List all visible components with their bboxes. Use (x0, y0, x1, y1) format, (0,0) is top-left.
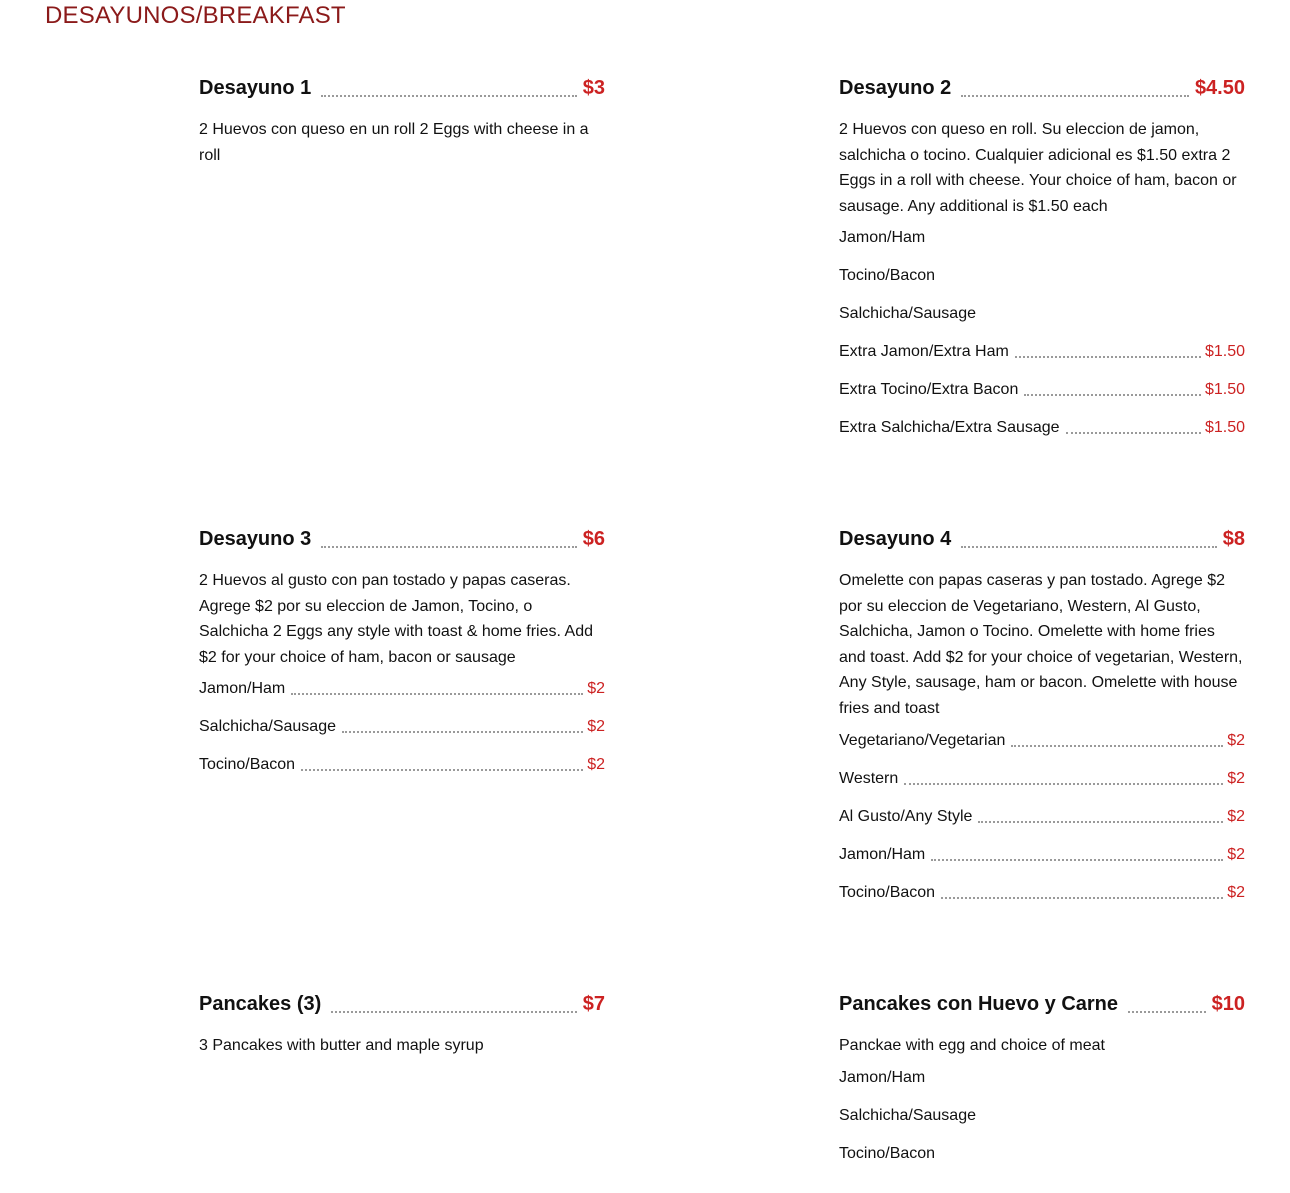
option-name: Extra Jamon/Extra Ham (839, 343, 1009, 361)
item-name: Desayuno 1 (199, 77, 312, 99)
options-list (839, 1069, 1245, 1183)
menu-item (199, 528, 605, 794)
item-description: Panckae with egg and choice of meat (839, 1037, 1105, 1054)
item-name: Desayuno 2 (839, 77, 952, 99)
item-description: 3 Pancakes with butter and maple syrup (199, 1037, 484, 1054)
menu-item (839, 77, 1245, 457)
option-vegetarian[interactable] (839, 732, 1245, 770)
option-tocino-bacon[interactable] (199, 756, 605, 794)
option-price: $2 (587, 680, 605, 698)
item-price: $4.50 (1194, 77, 1245, 99)
item-price: $7 (582, 993, 605, 1015)
section-title: DESAYUNOS/BREAKFAST (45, 2, 346, 29)
option-price: $1.50 (1204, 343, 1245, 361)
item-description: Omelette con papas caseras y pan tostado. Agrege $2 por su eleccion de Vegetariano, Western, Al Gusto, Salchicha, Jamon o Tocino. Omelette with home fries and toast. Add $2 for your choice of vegetarian, Western, Any Style, sausage, ham or bacon. Omelette with house fries and toast (839, 572, 1243, 717)
item-description: 2 Huevos al gusto con pan tostado y papas caseras. Agrege $2 por su eleccion de Jamon, Tocino, o Salchicha 2 Eggs any style with toast & home fries. Add $2 for your choice of ham, bacon or sausage (199, 572, 593, 666)
option-name: Extra Tocino/Extra Bacon (839, 381, 1019, 399)
option-jamon-ham[interactable] (839, 1069, 1245, 1107)
option-price: $2 (1227, 731, 1245, 749)
dot-leader (978, 821, 1223, 823)
option-price: $1.50 (1204, 381, 1245, 399)
option-name: Tocino/Bacon (839, 267, 936, 285)
option-name: Jamon/Ham (199, 680, 286, 698)
item-header (199, 77, 605, 107)
option-name: Extra Salchicha/Extra Sausage (839, 419, 1060, 437)
item-price: $3 (582, 77, 605, 99)
option-name: Salchicha/Sausage (839, 1106, 976, 1124)
menu-item (199, 77, 605, 168)
option-tocino-bacon[interactable] (839, 884, 1245, 922)
item-description: 2 Huevos con queso en un roll 2 Eggs with cheese in a roll (199, 121, 589, 164)
option-name: Tocino/Bacon (839, 883, 936, 901)
dot-leader (321, 546, 576, 548)
option-extra-bacon[interactable] (839, 381, 1245, 419)
dot-leader (321, 95, 576, 97)
option-price: $2 (1227, 845, 1245, 863)
item-description: 2 Huevos con queso en roll. Su eleccion de jamon, salchicha o tocino. Cualquier adicional es $1.50 extra 2 Eggs in a roll with cheese. Your choice of ham, bacon or sausage. Any additional is $1.50 each (839, 121, 1237, 215)
option-price: $2 (587, 756, 605, 774)
item-header (839, 993, 1245, 1023)
dot-leader (904, 783, 1223, 785)
menu-item (839, 528, 1245, 922)
dot-leader (331, 1011, 576, 1013)
options-list (839, 732, 1245, 922)
option-jamon-ham[interactable] (839, 846, 1245, 884)
option-salchicha-sausage[interactable] (839, 1107, 1245, 1145)
option-name: Jamon/Ham (839, 229, 926, 247)
dot-leader (931, 859, 1223, 861)
option-name: Salchicha/Sausage (839, 305, 976, 323)
option-price: $2 (1227, 883, 1245, 901)
option-price: $2 (1227, 807, 1245, 825)
option-price: $2 (1227, 769, 1245, 787)
option-extra-sausage[interactable] (839, 419, 1245, 457)
option-price: $1.50 (1204, 419, 1245, 437)
item-header (839, 528, 1245, 558)
option-name: Tocino/Bacon (839, 1144, 936, 1162)
option-western[interactable] (839, 770, 1245, 808)
dot-leader (961, 95, 1189, 97)
option-tocino-bacon[interactable] (839, 1145, 1245, 1183)
option-jamon-ham[interactable] (199, 680, 605, 718)
item-header (199, 528, 605, 558)
option-tocino-bacon[interactable] (839, 267, 1245, 305)
options-list (839, 229, 1245, 457)
dot-leader (1015, 356, 1201, 358)
dot-leader (301, 769, 583, 771)
menu-item (199, 993, 605, 1059)
dot-leader (342, 731, 583, 733)
option-name: Jamon/Ham (839, 845, 926, 863)
option-name: Western (839, 769, 899, 787)
menu-item (839, 993, 1245, 1183)
option-name: Salchicha/Sausage (199, 718, 336, 736)
item-name: Desayuno 4 (839, 528, 952, 550)
item-header (199, 993, 605, 1023)
item-name: Pancakes con Huevo y Carne (839, 993, 1119, 1015)
item-price: $8 (1222, 528, 1245, 550)
options-list (199, 680, 605, 794)
dot-leader (1066, 432, 1201, 434)
option-salchicha-sausage[interactable] (839, 305, 1245, 343)
dot-leader (941, 897, 1223, 899)
option-extra-ham[interactable] (839, 343, 1245, 381)
item-header (839, 77, 1245, 107)
option-name: Jamon/Ham (839, 1068, 926, 1086)
dot-leader (1128, 1011, 1206, 1013)
option-any-style[interactable] (839, 808, 1245, 846)
dot-leader (961, 546, 1216, 548)
option-jamon-ham[interactable] (839, 229, 1245, 267)
dot-leader (1011, 745, 1223, 747)
dot-leader (1024, 394, 1201, 396)
item-price: $6 (582, 528, 605, 550)
option-salchicha-sausage[interactable] (199, 718, 605, 756)
option-name: Tocino/Bacon (199, 756, 296, 774)
option-price: $2 (587, 718, 605, 736)
option-name: Al Gusto/Any Style (839, 807, 973, 825)
item-price: $10 (1211, 993, 1245, 1015)
item-name: Pancakes (3) (199, 993, 322, 1015)
item-name: Desayuno 3 (199, 528, 312, 550)
dot-leader (291, 693, 583, 695)
option-name: Vegetariano/Vegetarian (839, 731, 1006, 749)
